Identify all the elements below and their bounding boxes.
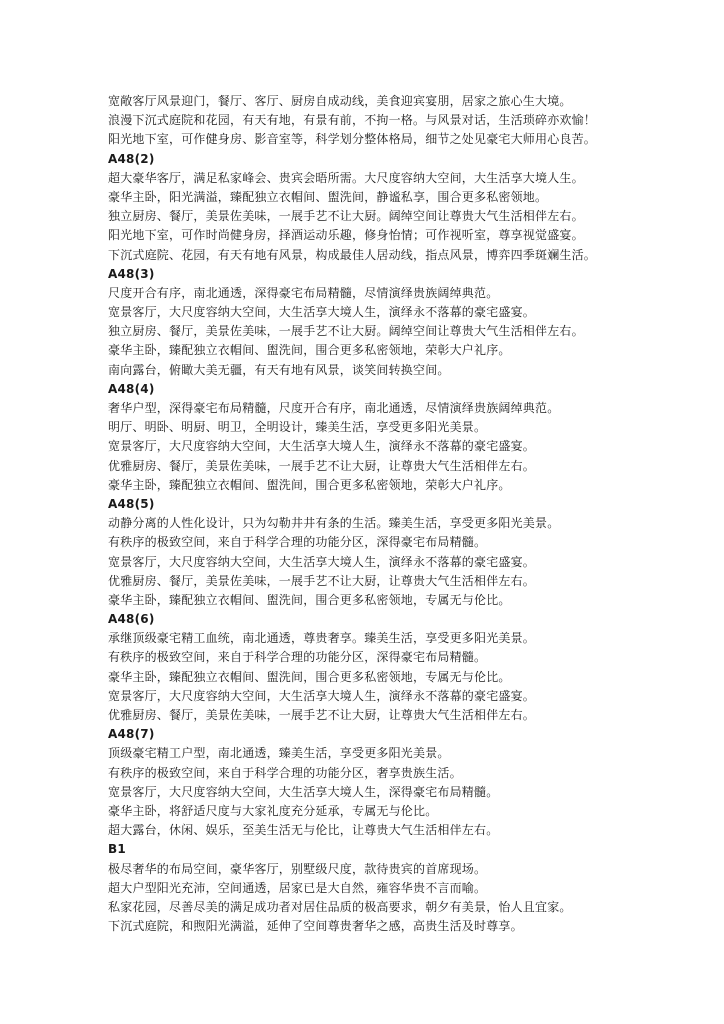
body-text-line: 豪华主卧，臻配独立衣帽间、盥洗间，围合更多私密领地，荣彰大户礼序。 — [108, 477, 511, 492]
body-text-line: 超大豪华客厅，满足私家峰会、贵宾会晤所需。大尺度容纳大空间，大生活享大境人生。 — [108, 170, 584, 185]
body-text-line: 超大户型阳光充沛，空间通透，居家已是大自然，雍容华贵不言而喻。 — [108, 880, 487, 895]
body-text-line: 南向露台，俯瞰大美无疆，有天有地有风景，谈笑间转换空间。 — [108, 362, 450, 377]
body-text-line: 阳光地下室，可作时尚健身房，择酒运动乐趣，修身怡情；可作视听室，尊享视觉盛宴。 — [108, 228, 584, 243]
body-text-line: 浪漫下沉式庭院和花园，有天有地，有景有前，不拘一格。与风景对话，生活琐碎亦欢愉！ — [108, 113, 597, 128]
body-text-line: 私家花园，尽善尽美的满足成功者对居住品质的极高要求，朝夕有美景，怡人且宜家。 — [108, 899, 572, 914]
section-heading: A48(4) — [108, 381, 155, 396]
body-text-line: 宽景客厅，大尺度容纳大空间，大生活享大境人生，演绎永不落幕的豪宅盛宴。 — [108, 688, 536, 703]
body-text-line: 下沉式庭院，和煦阳光满溢，延伸了空间尊贵奢华之感，高贵生活及时尊享。 — [108, 919, 523, 934]
body-text-line: 极尽奢华的布局空间，豪华客厅，别墅级尺度，款待贵宾的首席现场。 — [108, 861, 487, 876]
body-text-line: 阳光地下室，可作健身房、影音室等，科学划分整体格局，细节之处见豪宅大师用心良苦。 — [108, 132, 597, 147]
body-text-line: 宽景客厅，大尺度容纳大空间，大生活享大境人生，演绎永不落幕的豪宅盛宴。 — [108, 439, 536, 454]
body-text-line: 承继顶级豪宅精工血统，南北通透，尊贵奢享。臻美生活，享受更多阳光美景。 — [108, 631, 536, 646]
body-text-line: 优雅厨房、餐厅，美景佐美味，一展手艺不让大厨，让尊贵大气生活相伴左右。 — [108, 458, 536, 473]
body-text-line: 有秩序的极致空间，来自于科学合理的功能分区，深得豪宅布局精髓。 — [108, 535, 487, 550]
section-heading: A48(2) — [108, 151, 155, 166]
body-text-line: 豪华主卧，臻配独立衣帽间、盥洗间，围合更多私密领地，专属无与伦比。 — [108, 592, 511, 607]
body-text-line: 豪华主卧，将舒适尺度与大家礼度充分延承，专属无与伦比。 — [108, 803, 438, 818]
body-text-line: 优雅厨房、餐厅，美景佐美味，一展手艺不让大厨，让尊贵大气生活相伴左右。 — [108, 708, 536, 722]
body-text-line: 明厅、明卧、明厨、明卫，全明设计，臻美生活，享受更多阳光美景。 — [108, 420, 487, 435]
section-heading: A48(3) — [108, 266, 155, 281]
section-heading: A48(7) — [108, 727, 155, 742]
body-text-line: 顶级豪宅精工户型，南北通透，臻美生活，享受更多阳光美景。 — [108, 746, 450, 761]
body-text-line: 有秩序的极致空间，来自于科学合理的功能分区，奢享贵族生活。 — [108, 765, 462, 780]
body-text-line: 宽景客厅，大尺度容纳大空间，大生活享大境人生，演绎永不落幕的豪宅盛宴。 — [108, 305, 536, 320]
body-text-line: 豪华主卧，阳光满溢，臻配独立衣帽间、盥洗间，静谧私享，围合更多私密领地。 — [108, 189, 548, 204]
section-heading: A48(6) — [108, 612, 155, 627]
body-text-line: 宽景客厅，大尺度容纳大空间，大生活享大境人生，深得豪宅布局精髓。 — [108, 784, 499, 799]
body-text-line: 优雅厨房、餐厅，美景佐美味，一展手艺不让大厨，让尊贵大气生活相伴左右。 — [108, 573, 536, 588]
document-body — [108, 92, 708, 936]
body-text-line: 宽敞客厅风景迎门，餐厅、客厅、厨房自成动线，美食迎宾宴朋，居家之旅心生大境。 — [108, 94, 572, 108]
body-text-line: 宽景客厅，大尺度容纳大空间，大生活享大境人生，演绎永不落幕的豪宅盛宴。 — [108, 554, 536, 569]
body-text-line: 有秩序的极致空间，来自于科学合理的功能分区，深得豪宅布局精髓。 — [108, 650, 487, 665]
body-text-line: 奢华户型，深得豪宅布局精髓，尺度开合有序，南北通透，尽情演绎贵族阔绰典范。 — [108, 401, 560, 415]
body-text-line: 超大露台，休闲、娱乐，至美生活无与伦比，让尊贵大气生活相伴左右。 — [108, 823, 499, 838]
body-text-line: 尺度开合有序，南北通透，深得豪宅布局精髓，尽情演绎贵族阔绰典范。 — [108, 285, 499, 300]
body-text-line: 豪华主卧，臻配独立衣帽间、盥洗间，围合更多私密领地，专属无与伦比。 — [108, 669, 511, 684]
body-text-line: 动静分离的人性化设计，只为勾勒井井有条的生活。臻美生活，享受更多阳光美景。 — [108, 516, 560, 531]
section-heading: A48(5) — [108, 496, 155, 511]
body-text-line: 独立厨房、餐厅，美景佐美味，一展手艺不让大厨。阔绰空间让尊贵大气生活相伴左右。 — [108, 209, 584, 224]
body-text-line: 下沉式庭院、花园，有天有地有风景，构成最佳人居动线，指点风景，博弈四季斑斓生活。 — [108, 247, 597, 262]
body-text-line: 豪华主卧，臻配独立衣帽间、盥洗间，围合更多私密领地，荣彰大户礼序。 — [108, 343, 511, 358]
body-text-line: 独立厨房、餐厅，美景佐美味，一展手艺不让大厨。阔绰空间让尊贵大气生活相伴左右。 — [108, 324, 584, 339]
section-heading: B1 — [108, 842, 126, 857]
